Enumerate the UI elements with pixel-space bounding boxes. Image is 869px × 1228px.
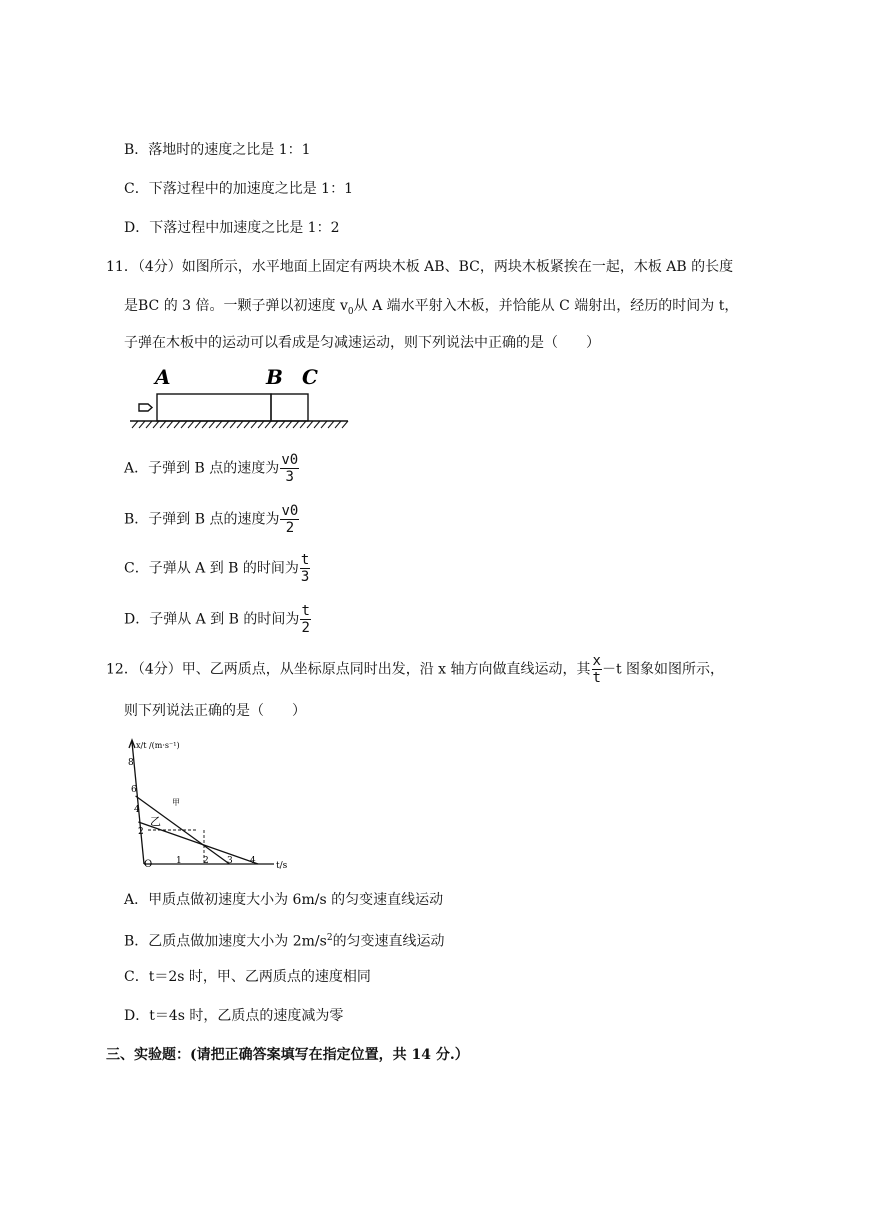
ground-hatch	[132, 421, 348, 428]
fraction: $\frac{v0}{2}$	[281, 503, 299, 536]
q11-stem-line3: 子弹在木板中的运动可以看成是匀减速运动，则下列说法中正确的是（ ）	[124, 335, 600, 351]
xtick-2: 2	[203, 856, 209, 866]
label-a: A	[155, 365, 171, 389]
y-axis	[132, 742, 144, 864]
fraction: $\frac{x}{t}$	[592, 653, 601, 686]
q11-option-b: B．子弹到 B 点的速度为 $\frac{v0}{2}$	[124, 503, 299, 536]
q11-stem-line1: 11．（4分）如图所示，水平地面上固定有两块木板 AB、BC，两块木板紧挨在一起，木板 AB 的长度	[106, 259, 734, 275]
series-line-yi	[138, 822, 258, 864]
q12-stem-line2: 则下列说法正确的是（ ）	[124, 703, 306, 719]
bullet-icon	[139, 404, 152, 411]
xtick-4: 4	[250, 856, 256, 866]
ytick-2: 2	[138, 827, 144, 837]
q11-stem-line2: 是BC 的 3 倍。一颗子弹以初速度 $v_0$从 A 端水平射入木板，并恰能从 C 端射出，经历的时间为 t，	[124, 298, 739, 317]
q12-option-c: C．t＝2s 时，甲、乙两质点的速度相同	[124, 969, 371, 985]
ytick-6: 6	[131, 785, 137, 795]
q11-option-a: A．子弹到 B 点的速度为 $\frac{v0}{3}$	[124, 452, 299, 485]
fraction: $\frac{t}{3}$	[300, 552, 310, 585]
xtick-1: 1	[176, 856, 182, 866]
y-axis-label: x/t /(m·s⁻¹)	[136, 741, 180, 750]
q12-option-d: D．t＝4s 时，乙质点的速度减为零	[124, 1008, 344, 1024]
label-b: B	[266, 365, 283, 389]
label-c: C	[302, 365, 318, 389]
q12-stem-line1: 12．（4分）甲、乙两质点，从坐标原点同时出发，沿 x 轴方向做直线运动，其 $\frac{x}{t}$ －t 图象如图所示，	[106, 653, 725, 686]
fraction: $\frac{v0}{3}$	[281, 452, 299, 485]
board-bc	[271, 394, 308, 421]
q12-option-a: A．甲质点做初速度大小为 6m/s 的匀变速直线运动	[124, 892, 444, 908]
q12-option-b: B．乙质点做加速度大小为 $2m/s^2$的匀变速直线运动	[124, 933, 445, 950]
q11-option-c: C．子弹从 A 到 B 的时间为 $\frac{t}{3}$	[124, 552, 310, 585]
q10-option-b: B．落地时的速度之比是 1：1	[124, 142, 311, 158]
x-axis-label: t/s	[276, 861, 288, 871]
ytick-8: 8	[128, 758, 134, 768]
q11-option-d: D．子弹从 A 到 B 的时间为 $\frac{t}{2}$	[124, 603, 310, 636]
xtick-0: O	[144, 859, 153, 870]
section-3-heading: 三、实验题：(请把正确答案填写在指定位置，共 14 分.）	[106, 1047, 469, 1063]
q11-board-figure	[128, 364, 350, 434]
fraction: $\frac{t}{2}$	[301, 603, 310, 636]
q10-option-d: D．下落过程中加速度之比是 1：2	[124, 220, 340, 236]
q12-xt-t-chart	[126, 736, 296, 874]
ytick-4: 4	[134, 805, 140, 815]
label-jia: 甲	[172, 798, 180, 807]
board-ab	[157, 394, 271, 421]
label-yi: 乙	[150, 815, 161, 828]
xtick-3: 3	[227, 856, 233, 866]
q10-option-c: C．下落过程中的加速度之比是 1：1	[124, 181, 353, 197]
